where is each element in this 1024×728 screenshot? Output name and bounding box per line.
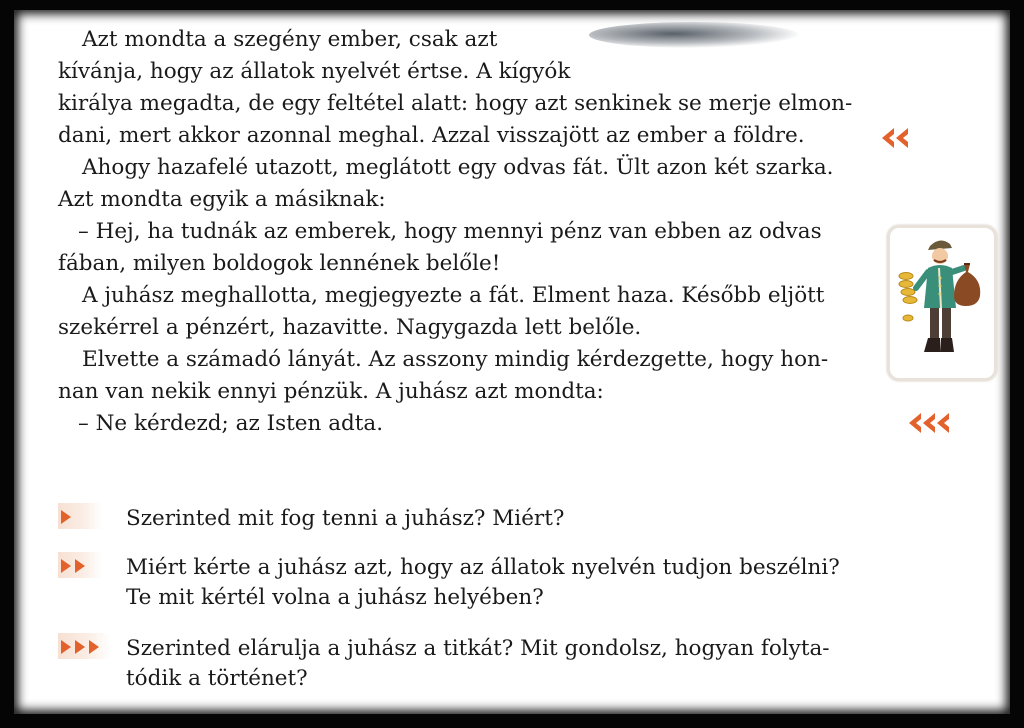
question-3-line: Szerinted elárulja a juhász a titkát? Mit gondolsz, hogyan folyta- [126,636,830,661]
question-3-line: tódik a történet? [126,666,308,691]
story-line: Elvette a számadó lányát. Az asszony mindig kérdezgette, hogy hon- [82,347,829,372]
triple-right-triangle-icon [58,638,108,656]
double-right-triangle-icon [58,557,92,575]
double-left-arrow-icon [880,125,916,151]
coin-stack-icon [899,273,917,322]
story-line: Azt mondta egyik a másiknak: [58,187,386,212]
story-line: – Hej, ha tudnák az emberek, hogy mennyi pénz van ebben az odvas [78,219,822,244]
story-line: nan van nekik ennyi pénzük. A juhász azt mondta: [58,379,604,404]
book-page [14,10,1010,714]
shepherd-illustration [887,225,997,381]
story-line: fában, milyen boldogok lennének belőle! [58,251,501,276]
shepherd-figure-icon [890,228,994,378]
story-line: királya megadta, de egy feltétel alatt: hogy azt senkinek se merje elmon- [58,91,853,116]
story-line: A juhász meghallotta, megjegyezte a fát. Elment haza. Később eljött [82,283,825,308]
story-line: Ahogy hazafelé utazott, meglátott egy odvas fát. Ült azon két szarka. [82,155,834,180]
story-line: – Ne kérdezd; az Isten adta. [78,411,384,436]
story-line: dani, mert akkor azonnal meghal. Azzal visszajött az ember a földre. [58,123,805,148]
right-triangle-icon [58,508,78,526]
story-line: szekérrel a pénzért, hazavitte. Nagygazda lett belőle. [58,315,642,340]
story-line: kívánja, hogy az állatok nyelvét értse. A kígyók [58,59,571,84]
story-line: Azt mondta a szegény ember, csak azt [82,27,498,52]
question-1-line: Szerinted mit fog tenni a juhász? Miért? [126,506,565,531]
question-2-line: Miért kérte a juhász azt, hogy az állatok nyelvén tudjon beszélni? [126,555,840,580]
triple-left-arrow-icon [907,410,959,436]
question-2-line: Te mit kértél volna a juhász helyében? [126,585,544,610]
